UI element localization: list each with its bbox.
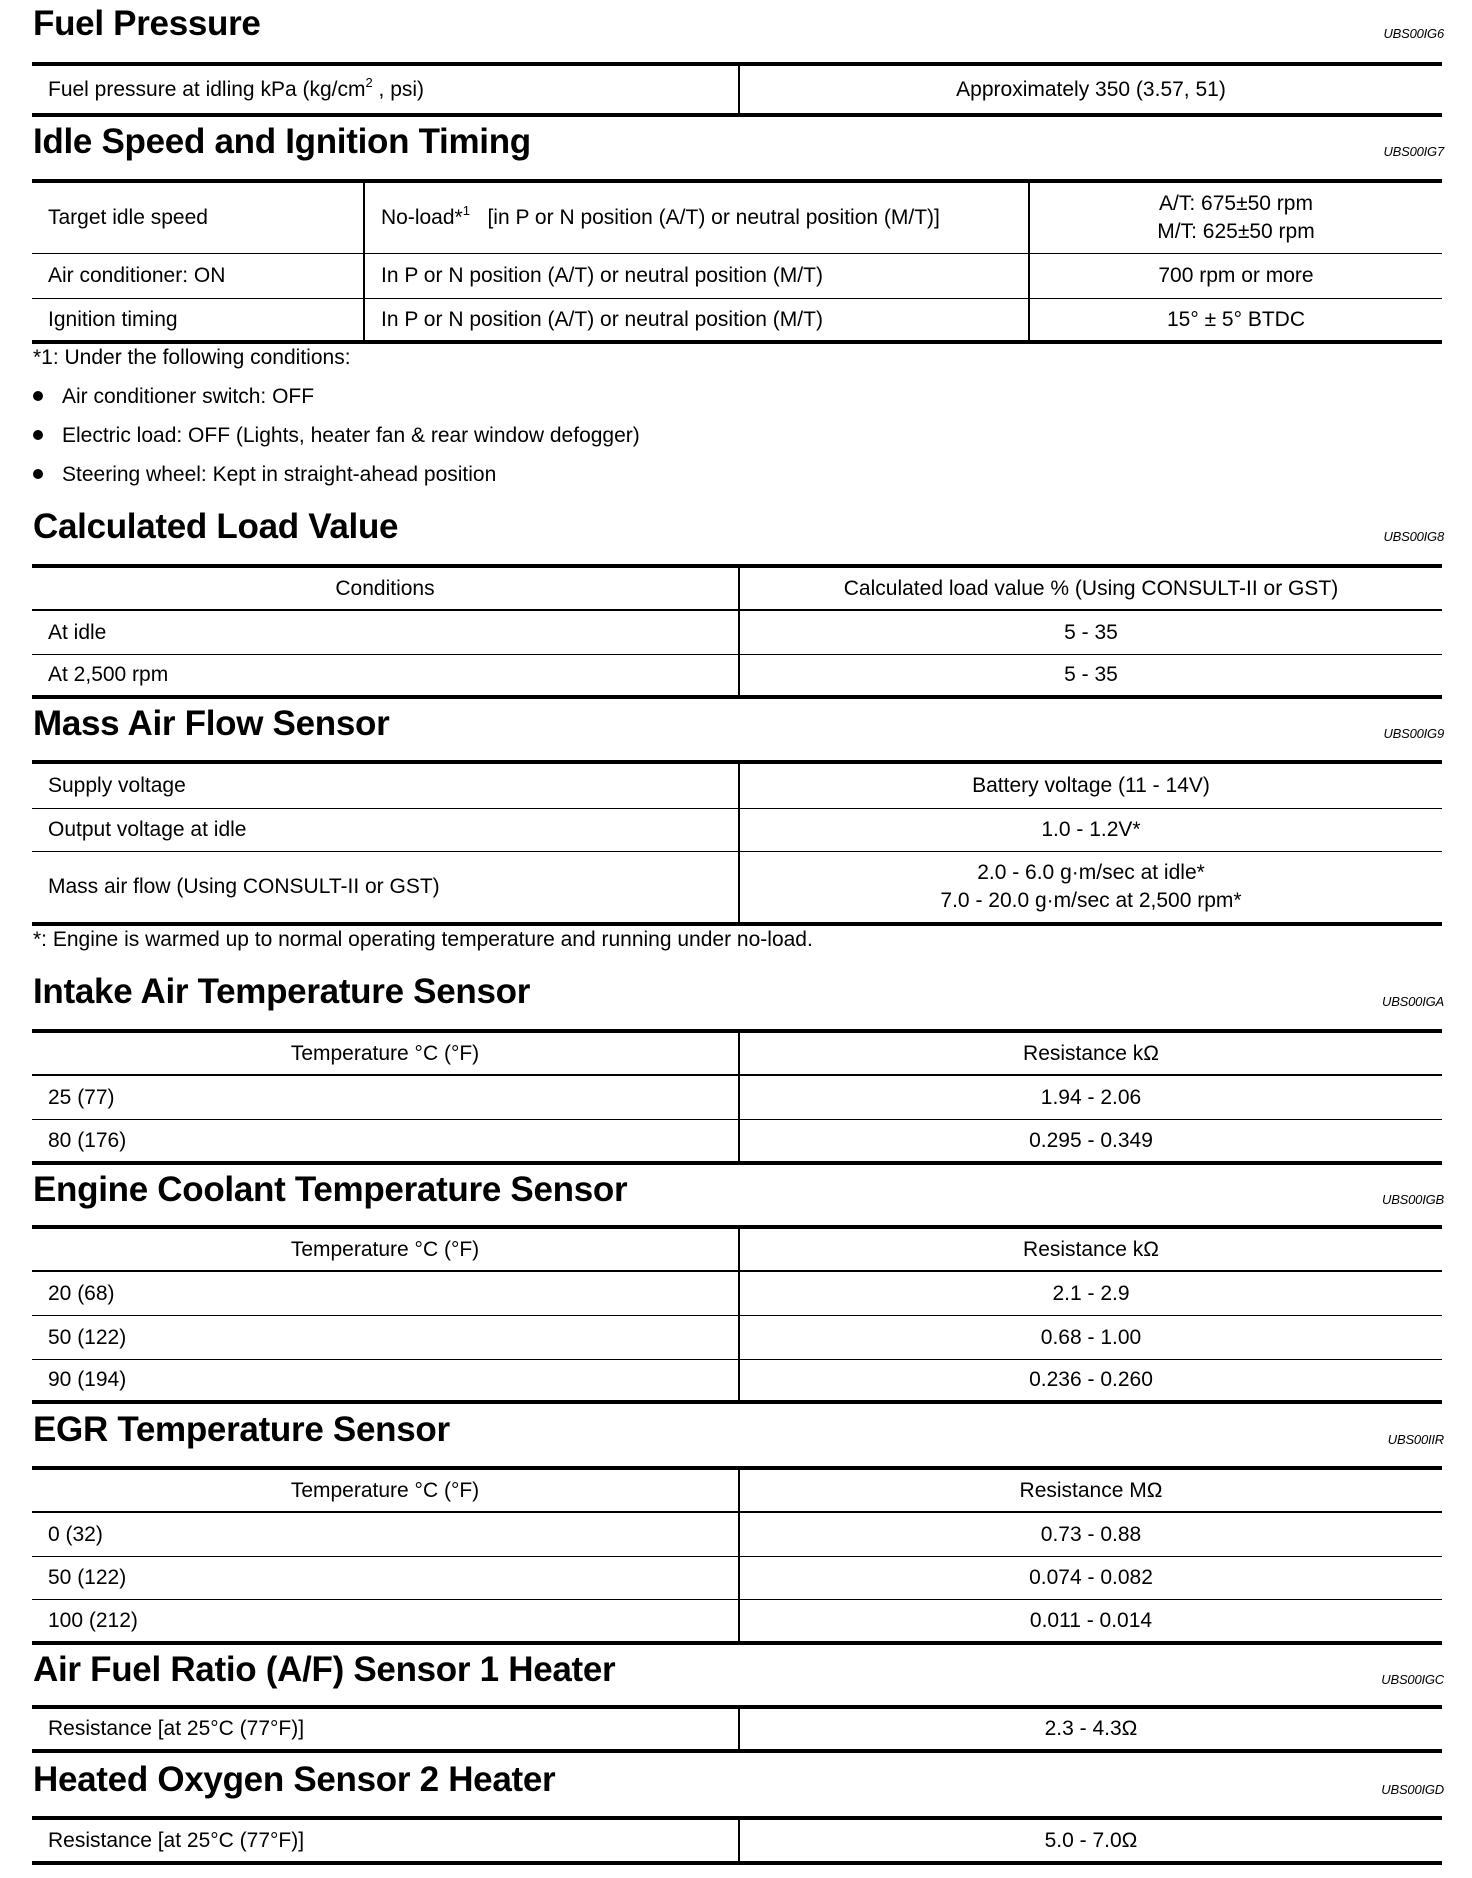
table-cell-temperature: 50 (122) <box>48 1325 127 1349</box>
table-header-cell: Temperature °C (°F) <box>290 1478 480 1502</box>
table-row <box>32 851 1442 922</box>
table-cell-resistance: 2.1 - 2.9 <box>738 1272 1442 1315</box>
table-row <box>32 611 1442 654</box>
table-cell-value: 5.0 - 7.0Ω <box>738 1820 1442 1861</box>
table-cell-condition: In P or N position (A/T) or neutral position (M/T) <box>363 254 1028 298</box>
table-cell-temperature: 80 (176) <box>48 1128 127 1152</box>
section-code: UBS00IG7 <box>1383 144 1444 159</box>
table-cell-value: 2.0 - 6.0 g·m/sec at idle* 7.0 - 20.0 g·m/sec at 2,500 rpm* <box>738 852 1442 922</box>
idle-speed-table <box>32 179 1442 344</box>
table-cell-label: Mass air flow (Using CONSULT-II or GST) <box>48 875 440 898</box>
table-cell-resistance: 1.94 - 2.06 <box>738 1076 1442 1119</box>
table-cell-value: Battery voltage (11 - 14V) <box>738 764 1442 808</box>
section-title-idle-speed: Idle Speed and Ignition Timing <box>33 122 531 161</box>
table-cell-condition: At 2,500 rpm <box>48 663 169 686</box>
section-code: UBS00IGB <box>1382 1192 1444 1207</box>
table-header-cell: Resistance kΩ <box>738 1033 1442 1074</box>
table-cell-label: Supply voltage <box>48 774 186 797</box>
table-cell-temperature: 90 (194) <box>48 1368 127 1391</box>
table-header-row <box>32 1033 1442 1076</box>
bullet-item: Electric load: OFF (Lights, heater fan & rear window defogger) <box>33 424 640 448</box>
section-title-egr: EGR Temperature Sensor <box>33 1410 450 1449</box>
table-row <box>32 66 1442 113</box>
table-cell-resistance: 0.68 - 1.00 <box>738 1316 1442 1359</box>
table-row <box>32 1119 1442 1161</box>
table-cell-item: Air conditioner: ON <box>48 264 226 287</box>
fuel-pressure-table <box>32 62 1442 117</box>
table-cell-condition: No-load*$^1$ [in P or N position (A/T) or neutral position (M/T)] <box>363 183 1028 253</box>
table-cell-value: 1.0 - 1.2V* <box>738 809 1442 851</box>
calculated-load-table <box>32 564 1442 699</box>
table-cell-item: Target idle speed <box>48 206 208 229</box>
table-cell-resistance: 0.295 - 0.349 <box>738 1120 1442 1161</box>
table-cell-value: 5 - 35 <box>738 655 1442 695</box>
bullet-item: Air conditioner switch: OFF <box>33 385 314 409</box>
bullet-icon <box>33 391 43 401</box>
table-cell-value: 15° ± 5° BTDC <box>1028 299 1442 340</box>
section-title-fuel-pressure: Fuel Pressure <box>33 4 261 43</box>
bullet-icon <box>33 430 43 440</box>
table-row <box>32 1820 1442 1861</box>
section-code: UBS00IG6 <box>1383 26 1444 41</box>
section-title-af-heater: Air Fuel Ratio (A/F) Sensor 1 Heater <box>33 1650 616 1689</box>
table-cell-temperature: 0 (32) <box>48 1522 103 1546</box>
table-row <box>32 1709 1442 1749</box>
table-row <box>32 808 1442 851</box>
table-cell-condition: In P or N position (A/T) or neutral position (M/T) <box>363 299 1028 340</box>
ect-table <box>32 1225 1442 1404</box>
section-title-calculated-load: Calculated Load Value <box>33 507 399 546</box>
table-row <box>32 654 1442 695</box>
table-cell-temperature: 25 (77) <box>48 1085 115 1109</box>
table-cell-temperature: 20 (68) <box>48 1281 115 1305</box>
table-cell-value: 700 rpm or more <box>1028 254 1442 298</box>
section-title-iat: Intake Air Temperature Sensor <box>33 972 531 1011</box>
table-row <box>32 1272 1442 1315</box>
table-header-cell: Resistance MΩ <box>738 1470 1442 1511</box>
footnote: *1: Under the following conditions: <box>33 346 351 369</box>
table-cell-item: Ignition timing <box>48 307 178 331</box>
table-cell-label: Resistance [at 25°C (77°F)] <box>48 1717 305 1740</box>
table-row <box>32 183 1442 253</box>
table-header-row <box>32 1229 1442 1272</box>
table-cell-resistance: 0.236 - 0.260 <box>738 1360 1442 1400</box>
bullet-item: Steering wheel: Kept in straight-ahead position <box>33 463 496 487</box>
table-cell-value: 2.3 - 4.3Ω <box>738 1709 1442 1749</box>
table-cell-label: Fuel pressure at idling kPa ($kg/cm^2$ , psi) <box>48 74 425 101</box>
section-code: UBS00IGC <box>1381 1672 1444 1687</box>
table-row <box>32 1315 1442 1359</box>
table-cell-label: Resistance [at 25°C (77°F)] <box>48 1828 305 1852</box>
table-header-cell: Conditions <box>335 576 435 600</box>
section-code: UBS00IGD <box>1381 1782 1444 1797</box>
table-header-cell: Calculated load value % (Using CONSULT-II or GST) <box>738 568 1442 609</box>
table-cell-value: A/T: 675±50 rpm M/T: 625±50 rpm <box>1028 183 1442 253</box>
table-row <box>32 1513 1442 1556</box>
section-code: UBS00IGA <box>1382 994 1444 1009</box>
table-cell-resistance: 0.011 - 0.014 <box>738 1600 1442 1641</box>
table-header-row <box>32 568 1442 611</box>
table-cell-value: Approximately 350 (3.57, 51) <box>738 66 1442 113</box>
table-row <box>32 1556 1442 1599</box>
table-row <box>32 764 1442 808</box>
section-code: UBS00IG9 <box>1383 726 1444 741</box>
iat-table <box>32 1029 1442 1165</box>
table-header-cell: Temperature °C (°F) <box>290 1237 480 1261</box>
table-cell-temperature: 100 (212) <box>48 1608 138 1632</box>
table-cell-resistance: 0.73 - 0.88 <box>738 1513 1442 1556</box>
table-cell-temperature: 50 (122) <box>48 1566 127 1589</box>
table-row <box>32 253 1442 298</box>
maf-table <box>32 760 1442 926</box>
egr-table <box>32 1466 1442 1645</box>
section-title-ho2s-heater: Heated Oxygen Sensor 2 Heater <box>33 1760 556 1799</box>
table-cell-value: 5 - 35 <box>738 611 1442 654</box>
ho2s-heater-table <box>32 1816 1442 1865</box>
table-header-cell: Temperature °C (°F) <box>290 1041 480 1065</box>
table-header-row <box>32 1470 1442 1513</box>
maf-note: *: Engine is warmed up to normal operating temperature and running under no-load. <box>33 928 813 951</box>
table-cell-condition: At idle <box>48 620 107 644</box>
section-code: UBS00IIR <box>1387 1432 1444 1447</box>
table-cell-resistance: 0.074 - 0.082 <box>738 1557 1442 1599</box>
table-header-cell: Resistance kΩ <box>738 1229 1442 1270</box>
section-code: UBS00IG8 <box>1383 529 1444 544</box>
table-row <box>32 1599 1442 1641</box>
table-cell-label: Output voltage at idle <box>48 818 247 841</box>
table-row <box>32 298 1442 340</box>
af-heater-table <box>32 1705 1442 1753</box>
table-row <box>32 1076 1442 1119</box>
section-title-ect: Engine Coolant Temperature Sensor <box>33 1170 628 1209</box>
section-title-maf: Mass Air Flow Sensor <box>33 704 390 743</box>
table-row <box>32 1359 1442 1400</box>
bullet-icon <box>33 469 43 479</box>
